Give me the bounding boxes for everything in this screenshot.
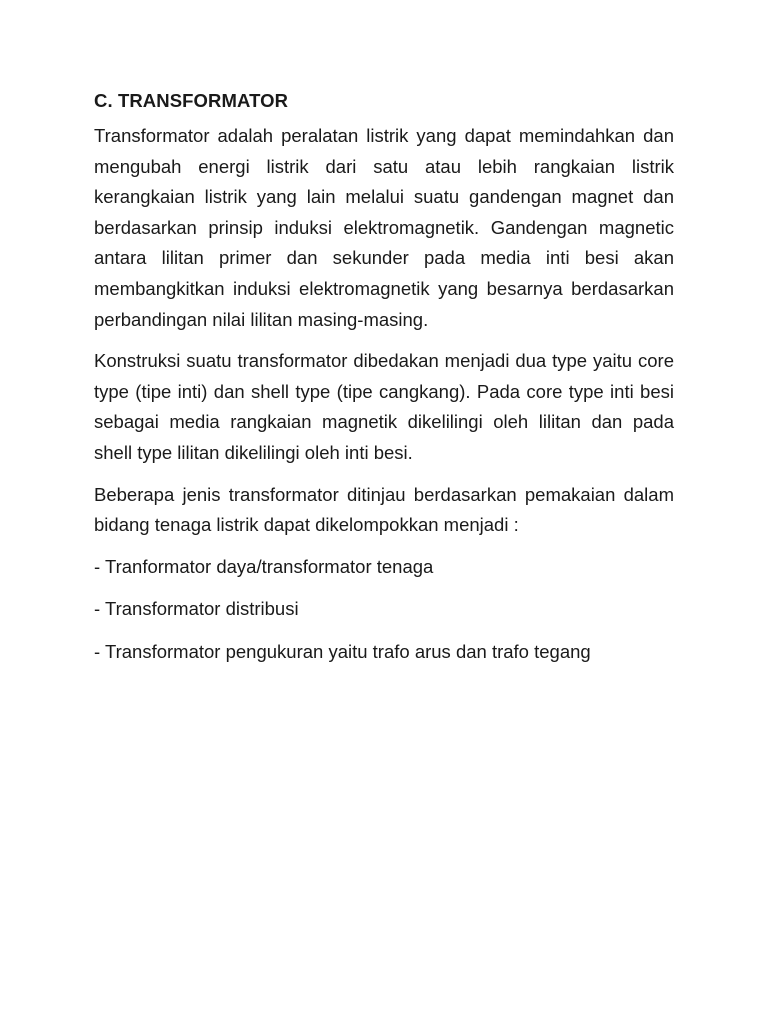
document-page <box>94 86 674 680</box>
list-item: - Tranformator daya/transformator tenaga <box>94 555 434 577</box>
section-heading: C. TRANSFORMATOR <box>94 90 289 111</box>
paragraph-definition: Transformator adalah peralatan listrik yang dapat memindahkan dan mengubah energi listrik dari satu atau lebih rangkaian listrik kerangkaian listrik yang lain melalui suatu gandengan magnet dan berdasarkan prinsip induksi elektromagnetik. Gandengan magnetic antara lilitan primer dan sekunder pada media inti besi akan membangkitkan induksi elektromagnetik yang besarnya berdasarkan perbandingan nilai lilitan masing-masing. <box>94 125 674 330</box>
transformer-types-list <box>94 552 674 668</box>
list-item: - Transformator pengukuran yaitu trafo arus dan trafo tegang <box>94 640 591 662</box>
paragraph-types-intro: Beberapa jenis transformator ditinjau berdasarkan pemakaian dalam bidang tenaga listrik dapat dikelompokkan menjadi : <box>94 483 674 536</box>
paragraph-construction: Konstruksi suatu transformator dibedakan menjadi dua type yaitu core type (tipe inti) dan shell type (tipe cangkang). Pada core type inti besi sebagai media rangkaian magnetik dikelilingi oleh lilitan dan pada shell type lilitan dikelilingi oleh inti besi. <box>94 350 674 463</box>
list-item: - Transformator distribusi <box>94 598 299 620</box>
